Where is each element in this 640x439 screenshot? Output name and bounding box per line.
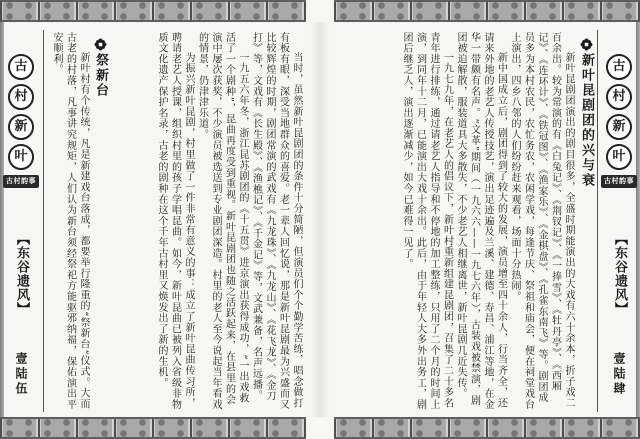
series-title-char: 古 <box>606 54 632 80</box>
book-spine-shadow <box>310 22 330 417</box>
left-page-margin <box>0 24 42 416</box>
article-title: 新叶昆剧团的兴与衰 <box>579 53 594 188</box>
flower-ornament-icon <box>580 36 593 49</box>
series-title-char: 新 <box>8 114 34 140</box>
left-margin-divider <box>43 30 44 412</box>
category-badge: 古村韵事 <box>601 175 637 188</box>
series-title-char: 村 <box>606 84 632 110</box>
series-title-char: 叶 <box>606 144 632 170</box>
paragraph: 一九五六年冬，浙江昆苏剧团的《十五贯》进京演出获得成功，“一出戏救活了一个剧种”，昆曲再度受到重视。新叶昆剧团也随之活跃起来，在县里的会演中屡次获奖，不少演员被选送到专业剧团深造。村里的老人至今说起当年看戏的情景，仍津津乐道。 <box>196 32 248 410</box>
series-title-char: 村 <box>8 84 34 110</box>
paragraph: 当时，虽然新叶昆剧团的条件十分简陋，但演员们个个勤学苦练，唱念做打有板有眼，深受当地群众的喜爱。老一辈人回忆说，那是新叶昆剧最为兴盛而又比较辉煌的时期，剧团常演的武戏有《九龙珠》、《九龙山》、《花飞龙》、《金刀打》等，文戏有《长生殿》、《渔樵记》、《千金记》等，文武兼备，名声远播。 <box>250 32 302 410</box>
top-ornament-band-left <box>0 0 306 22</box>
bottom-ornament-band-left <box>0 417 306 439</box>
section-heading <box>92 36 108 98</box>
chapter-label: 【东谷遗风】 <box>14 232 29 316</box>
article-heading <box>578 36 594 188</box>
series-title-char: 古 <box>8 54 34 80</box>
series-title-char: 新 <box>606 114 632 140</box>
paragraph: 新叶村有个传统，凡是新建戏台落成，都要举行隆重的“祭新台”仪式。大而古老的村落，凡事讲究规矩，人们认为新台须经祭祀方能驱邪纳福，保佑演出平安顺利。 <box>51 32 89 410</box>
flower-ornament-icon <box>94 36 107 49</box>
article-text <box>382 32 575 410</box>
series-title-char: 叶 <box>8 144 34 170</box>
right-page-margin <box>598 24 640 416</box>
page-number: 壹陆肆 <box>612 352 626 397</box>
section-text <box>46 32 90 410</box>
section-title: 祭新台 <box>93 53 108 98</box>
paragraph: 新叶昆剧团演出的剧目很多，全盛时期能演出的大戏有六十余本，折子戏二百余出。较为常演的有《白兔记》、《荆钗记》、《一捧雪》、《牡丹亭》、《西厢记》、《连环计》、《铁冠图》、《渔家乐》、《金棋盘》、《孔雀东南飞》等。剧团成员多为本村农民，农忙务农，农闲学戏，每逢节庆、祭祖和庙会，便在祠堂戏台上演出，四乡八邻的人们纷纷赶来观看，场面十分热闹。 <box>509 32 574 410</box>
paragraph: 为振兴新叶昆剧，村里做了一件非常有意义的事：成立了新叶昆曲传习所，聘请老艺人授课，组织村里的孩子学唱昆曲。如今，新叶昆曲已被列入省级非物质文化遗产保护名录，古老的剧种在这个千年古村里又焕发出了新的生机。 <box>156 32 194 410</box>
chapter-label: 【东谷遗风】 <box>612 232 627 316</box>
paragraph: 新中国成立后，剧团得到了较大的发展，演员增至四十余人，行当齐全，还请来外地的老艺人传授技艺，演出足迹遍及兰溪、建德、寿昌、浦江等地，在金华一带颇有名声。“文革”期间（一九六六——一九七六年），古装戏被禁演，剧团被迫解散，服装道具大多散失，不少老艺人相继离世，新叶昆剧几近失传。 <box>455 32 507 410</box>
category-badge: 古村韵事 <box>3 175 39 188</box>
top-ornament-band-right <box>334 0 640 22</box>
bottom-ornament-band-right <box>334 417 640 439</box>
paragraph: 一九七九年，在老艺人的倡议下，新叶村重新组建昆剧团，召集了二十多名青年进行排练，通过请老艺人指导和不停地的加工整练，只用了二个月的时间上演，到同年十二月，已能演出大戏十余出。此后，由于年轻人大多外出务工，剧团后继乏人，演出逐渐减少，如今已难得一见了。 <box>401 32 453 410</box>
article-continued-text <box>108 32 303 410</box>
page-number: 壹陆伍 <box>14 352 28 397</box>
